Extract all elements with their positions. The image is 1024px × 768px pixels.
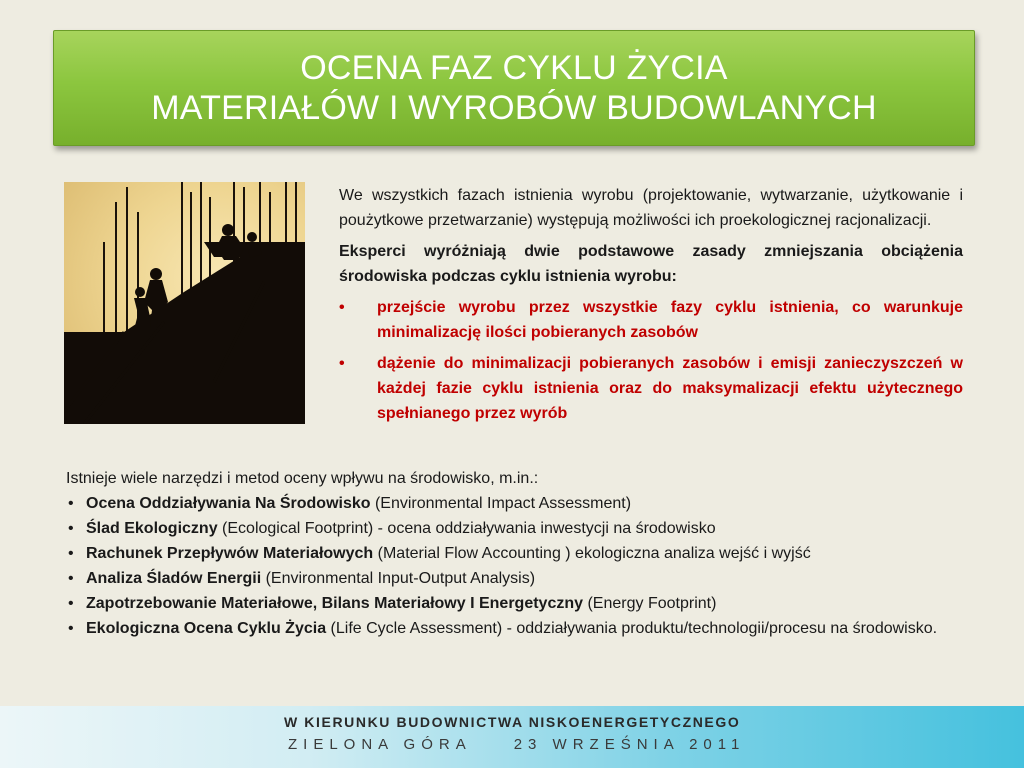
footer-location-date [288, 736, 745, 753]
principle-item [339, 351, 963, 426]
footer-city: ZIELONA GÓRA [288, 736, 472, 753]
bullet-icon: • [339, 355, 345, 372]
tool-description: (Life Cycle Assessment) - oddziaływania produktu/technologii/procesu na środowisko. [326, 620, 938, 637]
bullet-icon: • [68, 520, 74, 537]
construction-workers-silhouette-photo [64, 182, 305, 424]
tool-item [66, 491, 971, 516]
tool-item [66, 616, 971, 641]
tool-description: (Environmental Impact Assessment) [370, 495, 632, 512]
bullet-icon: • [68, 570, 74, 587]
tool-item [66, 591, 971, 616]
tool-description: (Energy Footprint) [583, 595, 717, 612]
footer-date: 23 WRZEŚNIA 2011 [513, 736, 746, 753]
tools-intro: Istnieje wiele narzędzi i metod oceny wpływu na środowisko, m.in.: [66, 470, 539, 487]
construction-silhouette-graphic [64, 182, 305, 424]
tool-item [66, 566, 971, 591]
footer-conference-title: W KIERUNKU BUDOWNICTWA NISKOENERGETYCZNEGO [284, 714, 741, 730]
bullet-icon: • [68, 545, 74, 562]
principle-text: przejście wyrobu przez wszystkie fazy cyklu istnienia, co warunkuje minimalizację ilości pobieranych zasobów [377, 299, 963, 341]
bullet-icon: • [339, 299, 345, 316]
tool-name: Ekologiczna Ocena Cyklu Życia [86, 620, 327, 637]
bullet-icon: • [68, 620, 74, 637]
intro-paragraph: We wszystkich fazach istnienia wyrobu (projektowanie, wytwarzanie, użytkowanie i poużytkowe przetwarzanie) występują możliwości ich proekologicznej racjonalizacji. [339, 187, 963, 229]
principles-list [339, 295, 963, 426]
tool-item [66, 516, 971, 541]
tools-section [66, 466, 971, 641]
title-line-1: OCENA FAZ CYKLU ŻYCIA [300, 49, 728, 87]
bullet-icon: • [68, 495, 74, 512]
principle-text: dążenie do minimalizacji pobieranych zasobów i emisji zanieczyszczeń w każdej fazie cyklu istnienia oraz do maksymalizacji efektu użytecznego spełnianego przez wyrób [377, 355, 963, 422]
right-text-block [339, 183, 963, 432]
principles-heading: Eksperci wyróżniają dwie podstawowe zasady zmniejszania obciążenia środowiska podczas cyklu istnienia wyrobu: [339, 243, 963, 285]
tool-description: (Environmental Input-Output Analysis) [261, 570, 536, 587]
tool-name: Zapotrzebowanie Materiałowe, Bilans Materiałowy I Energetyczny [86, 595, 584, 612]
tool-description: (Material Flow Accounting ) ekologiczna analiza wejść i wyjść [373, 545, 811, 562]
bullet-icon: • [68, 595, 74, 612]
tool-name: Ślad Ekologiczny [86, 520, 218, 537]
tool-name: Ocena Oddziaływania Na Środowisko [86, 495, 371, 512]
tool-name: Rachunek Przepływów Materiałowych [86, 545, 374, 562]
tool-name: Analiza Śladów Energii [86, 570, 262, 587]
principle-item [339, 295, 963, 345]
title-banner [53, 30, 975, 146]
tool-item [66, 541, 971, 566]
tools-list [66, 491, 971, 641]
title-line-2: MATERIAŁÓW I WYROBÓW BUDOWLANYCH [151, 89, 877, 127]
tool-description: (Ecological Footprint) - ocena oddziaływania inwestycji na środowisko [217, 520, 716, 537]
